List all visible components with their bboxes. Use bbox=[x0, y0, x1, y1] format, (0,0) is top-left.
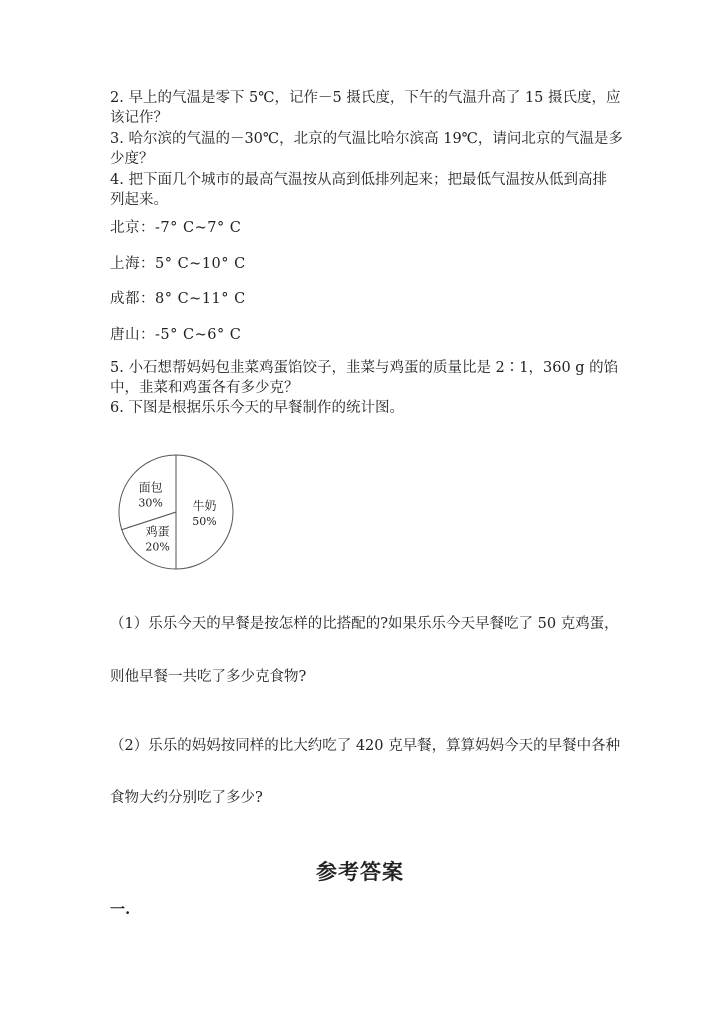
q4-line1: 4. 把下面几个城市的最高气温按从高到低排列起来；把最低气温按从低到高排 bbox=[110, 172, 607, 188]
q3-line1: 3. 哈尔滨的气温的－30℃，北京的气温比哈尔滨高 19℃，请问北京的气温是多 bbox=[110, 131, 623, 147]
breakfast-pie-chart bbox=[116, 452, 236, 572]
city-chengdu: 成都：8° C~11° C bbox=[110, 291, 246, 307]
q2-line2: 该记作？ bbox=[110, 110, 168, 126]
pie-value-label-3: 30% bbox=[138, 496, 163, 510]
q6-sub2-line2: 食物大约分别吃了多少? bbox=[110, 790, 263, 806]
pie-label-2: 鸡蛋 bbox=[145, 524, 170, 539]
q4-line2: 列起来。 bbox=[110, 192, 168, 208]
city-beijing: 北京：-7° C~7° C bbox=[110, 220, 242, 236]
q3-line2: 少度？ bbox=[110, 151, 154, 167]
q2-line1: 2. 早上的气温是零下 5℃，记作－5 摄氏度，下午的气温升高了 15 摄氏度，应 bbox=[110, 90, 621, 106]
q5-line2: 中，韭菜和鸡蛋各有多少克？ bbox=[110, 380, 299, 396]
pie-value-label-2: 20% bbox=[145, 540, 170, 554]
city-shanghai: 上海：5° C~10° C bbox=[110, 256, 246, 272]
q6-line1: 6. 下图是根据乐乐今天的早餐制作的统计图。 bbox=[110, 400, 404, 416]
answers-section-one: 一. bbox=[110, 900, 131, 918]
q6-sub1-line1: （1）乐乐今天的早餐是按怎样的比搭配的?如果乐乐今天早餐吃了 50 克鸡蛋， bbox=[110, 616, 619, 632]
city-tangshan: 唐山：-5° C~6° C bbox=[110, 327, 242, 343]
pie-label-1: 牛奶 bbox=[192, 499, 217, 513]
answers-title: 参考答案 bbox=[316, 859, 404, 884]
q5-line1: 5. 小石想帮妈妈包韭菜鸡蛋馅饺子，韭菜与鸡蛋的质量比是 2∶1，360 g 的馅 bbox=[110, 360, 619, 376]
q6-sub2-line1: （2）乐乐的妈妈按同样的比大约吃了 420 克早餐，算算妈妈今天的早餐中各种 bbox=[110, 738, 621, 754]
pie-value-label-1: 50% bbox=[192, 515, 217, 528]
pie-label-3: 面包 bbox=[138, 480, 163, 495]
q6-sub1-line2: 则他早餐一共吃了多少克食物? bbox=[110, 669, 307, 685]
